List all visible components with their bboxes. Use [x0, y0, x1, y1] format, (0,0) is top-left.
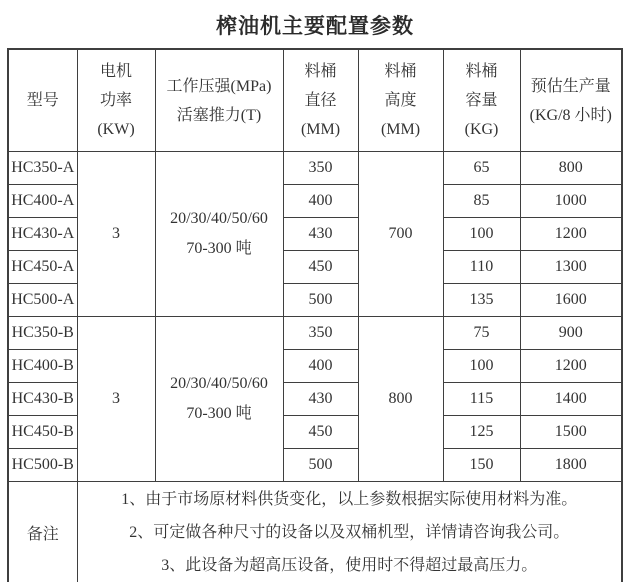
header-line: 料桶: [465, 63, 498, 80]
remarks-label: 备注: [8, 482, 77, 582]
model-cell: HC400-B: [8, 350, 77, 383]
remark-note: 3、此设备为超高压设备，使用时不得超过最高压力。: [161, 556, 538, 574]
capacity-cell: 75: [443, 317, 520, 350]
header-line: 高度: [384, 92, 417, 109]
col-header-barrel-height: [358, 49, 443, 152]
production-cell: 1600: [520, 284, 622, 317]
diameter-cell: 500: [283, 284, 358, 317]
header-line: (KG/8 小时): [529, 106, 612, 124]
capacity-cell: 100: [443, 350, 520, 383]
col-header-barrel-diameter: [283, 49, 358, 152]
production-cell: 1300: [520, 251, 622, 284]
model-cell: HC500-A: [8, 284, 77, 317]
model-cell: HC350-B: [8, 317, 77, 350]
production-cell: 1800: [520, 449, 622, 482]
capacity-cell: 115: [443, 383, 520, 416]
col-header-model: [8, 49, 77, 152]
diameter-cell: 430: [283, 383, 358, 416]
diameter-cell: 450: [283, 416, 358, 449]
diameter-cell: 350: [283, 317, 358, 350]
header-line: 型号: [26, 92, 59, 109]
diameter-cell: 430: [283, 218, 358, 251]
model-cell: HC430-B: [8, 383, 77, 416]
header-line: 直径: [304, 92, 337, 109]
col-header-pressure: [155, 49, 283, 152]
capacity-cell: 65: [443, 152, 520, 185]
pressure-line: 20/30/40/50/60: [170, 210, 268, 227]
capacity-cell: 125: [443, 416, 520, 449]
model-cell: HC350-A: [8, 152, 77, 185]
barrel-height-cell: 800: [358, 317, 443, 482]
motor-power-cell: 3: [77, 152, 155, 317]
header-line: (MM): [300, 121, 341, 138]
capacity-cell: 150: [443, 449, 520, 482]
header-line: 容量: [465, 92, 498, 109]
header-line: 电机: [99, 63, 132, 80]
diameter-cell: 400: [283, 350, 358, 383]
header-line: (MM): [380, 121, 421, 138]
header-line: (KW): [97, 121, 135, 138]
page-title: 榨油机主要配置参数: [216, 14, 414, 38]
capacity-cell: 110: [443, 251, 520, 284]
production-cell: 900: [520, 317, 622, 350]
production-cell: 1200: [520, 218, 622, 251]
col-header-production: [520, 49, 622, 152]
remark-note: 1、由于市场原材料供货变化，以上参数根据实际使用材料为准。: [121, 490, 578, 508]
remark-note: 2、可定做各种尺寸的设备以及双桶机型，详情请咨询我公司。: [129, 523, 570, 541]
diameter-cell: 400: [283, 185, 358, 218]
pressure-line: 20/30/40/50/60: [170, 375, 268, 392]
diameter-cell: 500: [283, 449, 358, 482]
capacity-cell: 85: [443, 185, 520, 218]
table-header-row: [8, 49, 622, 152]
model-cell: HC450-A: [8, 251, 77, 284]
capacity-cell: 100: [443, 218, 520, 251]
barrel-height-cell: 700: [358, 152, 443, 317]
production-cell: 1400: [520, 383, 622, 416]
header-line: (KG): [464, 121, 499, 138]
remarks-notes: [77, 482, 622, 582]
header-line: 活塞推力(T): [176, 106, 262, 124]
model-cell: HC430-A: [8, 218, 77, 251]
model-cell: HC450-B: [8, 416, 77, 449]
table-row: [8, 152, 622, 185]
diameter-cell: 450: [283, 251, 358, 284]
production-cell: 1000: [520, 185, 622, 218]
remarks-row: [8, 482, 622, 582]
col-header-motor-power: [77, 49, 155, 152]
header-line: 工作压强(MPa): [166, 77, 272, 95]
pressure-line: 70-300 吨: [186, 405, 252, 422]
production-cell: 1500: [520, 416, 622, 449]
header-line: 功率: [99, 92, 132, 109]
pressure-cell: [155, 317, 283, 482]
pressure-line: 70-300 吨: [186, 240, 252, 257]
header-line: 料桶: [304, 63, 337, 80]
model-cell: HC500-B: [8, 449, 77, 482]
header-line: 料桶: [384, 63, 417, 80]
header-line: 预估生产量: [530, 77, 611, 95]
model-cell: HC400-A: [8, 185, 77, 218]
motor-power-cell: 3: [77, 317, 155, 482]
production-cell: 1200: [520, 350, 622, 383]
production-cell: 800: [520, 152, 622, 185]
col-header-barrel-capacity: [443, 49, 520, 152]
capacity-cell: 135: [443, 284, 520, 317]
diameter-cell: 350: [283, 152, 358, 185]
pressure-cell: [155, 152, 283, 317]
table-row: [8, 317, 622, 350]
spec-table: [7, 48, 623, 582]
